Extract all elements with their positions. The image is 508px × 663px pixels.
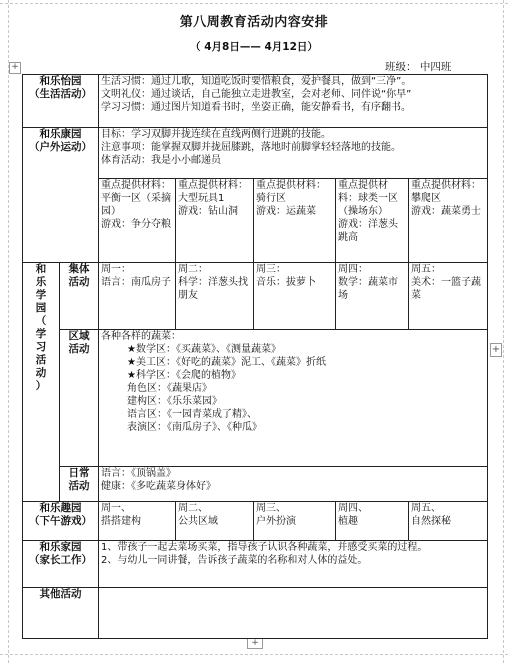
fun-garden-subtitle: （下午游戏） [29, 515, 92, 527]
pe-goal: 目标：学习双脚并拢连续在直线两侧行进跳的技能。 [101, 129, 331, 140]
fun-tuesday[interactable] [176, 502, 254, 541]
area-label-2: 活动 [68, 343, 90, 355]
group-tuesday-day: 周二： [178, 264, 208, 275]
group-thursday[interactable] [336, 263, 409, 330]
group-friday-content: 美术：一篮子蔬菜 [411, 277, 481, 301]
material-cell-5[interactable] [409, 179, 488, 263]
harmony-garden-subtitle: （生活活动） [29, 88, 92, 100]
fun-garden-row [23, 502, 488, 541]
home-garden-title: 和乐家园 [39, 541, 82, 553]
daily-activity-row [23, 467, 488, 502]
table-move-handle[interactable]: + [9, 62, 21, 74]
area-item-math: ★数学区：《买蔬菜》、《测量蔬菜》 [127, 344, 281, 355]
area-item-art: ★美工区：《好吃的蔬菜》泥工、《蔬菜》折纸 [127, 357, 326, 368]
daily-language: 语言：《顶锅盖》 [101, 468, 176, 479]
area-label-1: 区域 [68, 330, 90, 342]
fun-friday[interactable] [409, 502, 488, 541]
fun-thursday-day: 周四、 [338, 503, 368, 514]
material-4-game: 游戏：洋葱头跳高 [338, 219, 398, 243]
other-activity-content[interactable] [99, 588, 488, 639]
fun-tuesday-content: 公共区域 [178, 516, 218, 527]
material-cell-1[interactable] [99, 179, 176, 263]
activity-plan-table [22, 74, 488, 639]
learning-label-char-2: 乐 [35, 276, 47, 288]
material-cell-4[interactable] [336, 179, 409, 263]
group-activity-label [60, 263, 99, 330]
home-garden-row [23, 541, 488, 588]
fun-thursday-content: 植趣 [338, 516, 358, 527]
group-friday[interactable] [409, 263, 488, 330]
fun-monday[interactable] [99, 502, 176, 541]
pe-activity: 体育活动：我是小小邮递员 [101, 155, 221, 166]
harmony-garden-content[interactable] [99, 75, 488, 128]
health-garden-subtitle: （户外运动） [29, 141, 92, 153]
page-title: 第八周教育活动内容安排 [179, 15, 329, 30]
material-1-text: 重点提供材料：平衡一区（采摘园） [101, 180, 171, 217]
group-friday-day: 周五： [411, 264, 441, 275]
material-2-game: 游戏：钻山洞 [178, 206, 238, 217]
material-1-game: 游戏：争分夺粮 [101, 219, 171, 230]
area-activity-content[interactable] [99, 330, 488, 467]
material-5-text: 重点提供材料：攀爬区 [411, 180, 481, 204]
group-wednesday[interactable] [254, 263, 336, 330]
group-monday[interactable] [99, 263, 176, 330]
class-label: 班级： 中四班 [385, 61, 452, 73]
home-garden-subtitle: （家长工作） [29, 554, 92, 566]
learning-label-char-1: 和 [35, 263, 47, 275]
learning-label-char-10: ） [35, 380, 47, 392]
fun-garden-label [23, 502, 99, 541]
fun-wednesday[interactable] [254, 502, 336, 541]
material-cell-2[interactable] [176, 179, 254, 263]
harmony-garden-row [23, 75, 488, 128]
habit-line-3: 学习习惯：通过图片知道看书时，坐姿正确，能安静看书，有序翻书。 [101, 102, 411, 113]
fun-garden-title: 和乐趣园 [39, 502, 82, 514]
material-2-text: 重点提供材料：大型玩具1 [178, 180, 248, 204]
fun-friday-content: 自然探秘 [411, 516, 451, 527]
fun-friday-day: 周五、 [411, 503, 441, 514]
area-intro: 各种各样的蔬菜： [101, 331, 181, 342]
harmony-garden-title: 和乐怡园 [39, 75, 82, 87]
health-garden-row [23, 128, 488, 179]
learning-label-char-3: 学 [35, 289, 47, 301]
page-right-guide [503, 0, 504, 663]
home-garden-label [23, 541, 99, 588]
harmony-garden-label [23, 75, 99, 128]
group-tuesday[interactable] [176, 263, 254, 330]
area-item-language: 语言区：《一园青菜成了精》、 [127, 409, 257, 420]
group-thursday-content: 数学：蔬菜市场 [338, 277, 398, 301]
material-cell-3[interactable] [254, 179, 336, 263]
group-label-1: 集体 [68, 263, 90, 275]
habit-line-2: 文明礼仪：通过谈话，自己能独立走进教室，会对老师、同伴说“你早” [101, 89, 412, 100]
group-wednesday-day: 周三： [256, 264, 286, 275]
learning-label-char-9: 动 [35, 367, 47, 379]
group-activity-row [23, 263, 488, 330]
learning-label-char-6: 学 [35, 328, 47, 340]
daily-activity-label [60, 467, 99, 502]
material-5-game: 游戏：蔬菜勇士 [411, 206, 481, 217]
learning-label-char-5: （ [35, 315, 47, 327]
pe-notes: 注意事项：能掌握双脚并拢屈膝跳，落地时前脚掌轻轻落地的技能。 [101, 142, 401, 153]
fun-monday-day: 周一、 [101, 503, 131, 514]
habit-line-1: 生活习惯：通过儿歌，知道吃饭时要惜粮食，爱护餐具，做到“三净”。 [101, 76, 412, 87]
other-activity-label: 其他活动 [23, 588, 99, 639]
area-activity-row [23, 330, 488, 467]
add-column-handle[interactable]: + [491, 344, 501, 355]
add-row-handle[interactable]: + [247, 638, 263, 649]
group-monday-content: 语言：南瓜房子 [101, 277, 171, 288]
health-garden-content[interactable] [99, 128, 488, 179]
daily-label-2: 活动 [68, 480, 90, 492]
fun-wednesday-content: 户外扮演 [256, 516, 296, 527]
learning-label-char-7: 习 [35, 341, 47, 353]
area-item-science: ★科学区：《会爬的植物》 [127, 370, 241, 381]
group-tuesday-content: 科学：洋葱头找朋友 [178, 277, 248, 301]
health-garden-label [23, 128, 99, 263]
health-garden-title: 和乐康园 [39, 128, 82, 140]
learning-garden-label [23, 263, 60, 502]
fun-wednesday-day: 周三、 [256, 503, 286, 514]
home-task-1: 1、带孩子一起去菜场买菜，指导孩子认识各种蔬菜，并感受买菜的过程。 [101, 542, 428, 553]
area-item-build: 建构区：《乐乐菜园》 [127, 396, 222, 407]
material-3-text: 重点提供材料：骑行区 [256, 180, 326, 204]
area-item-performance: 表演区：《南瓜房子》、《种瓜》 [127, 422, 262, 433]
material-4-text: 重点提供材料：球类一区（操场东） [338, 180, 398, 217]
group-wednesday-content: 音乐：拔萝卜 [256, 277, 316, 288]
learning-label-char-4: 园 [35, 302, 47, 314]
fun-thursday[interactable] [336, 502, 409, 541]
area-item-role: 角色区：《蔬果店》 [127, 383, 212, 394]
daily-label-1: 日常 [68, 467, 90, 479]
page-top-guide [0, 3, 508, 4]
learning-label-char-8: 活 [35, 354, 47, 366]
home-garden-content[interactable] [99, 541, 488, 588]
group-thursday-day: 周四： [338, 264, 368, 275]
page-bottom-guide [0, 654, 508, 655]
group-monday-day: 周一： [101, 264, 131, 275]
date-range: （ 4月8日—— 4月12日） [190, 41, 318, 53]
page-left-guide [8, 0, 9, 663]
group-label-2: 活动 [68, 276, 90, 288]
daily-health: 健康：《多吃蔬菜身体好》 [101, 481, 216, 492]
material-3-game: 游戏：运蔬菜 [256, 206, 316, 217]
fun-tuesday-day: 周二、 [178, 503, 208, 514]
other-activity-row [23, 588, 488, 639]
fun-monday-content: 搭搭建构 [101, 516, 141, 527]
home-task-2: 2、与幼儿一同讲餐，告诉孩子蔬菜的名称和对人体的益处。 [101, 555, 368, 566]
daily-activity-content[interactable] [99, 467, 488, 502]
area-activity-label [60, 330, 99, 467]
